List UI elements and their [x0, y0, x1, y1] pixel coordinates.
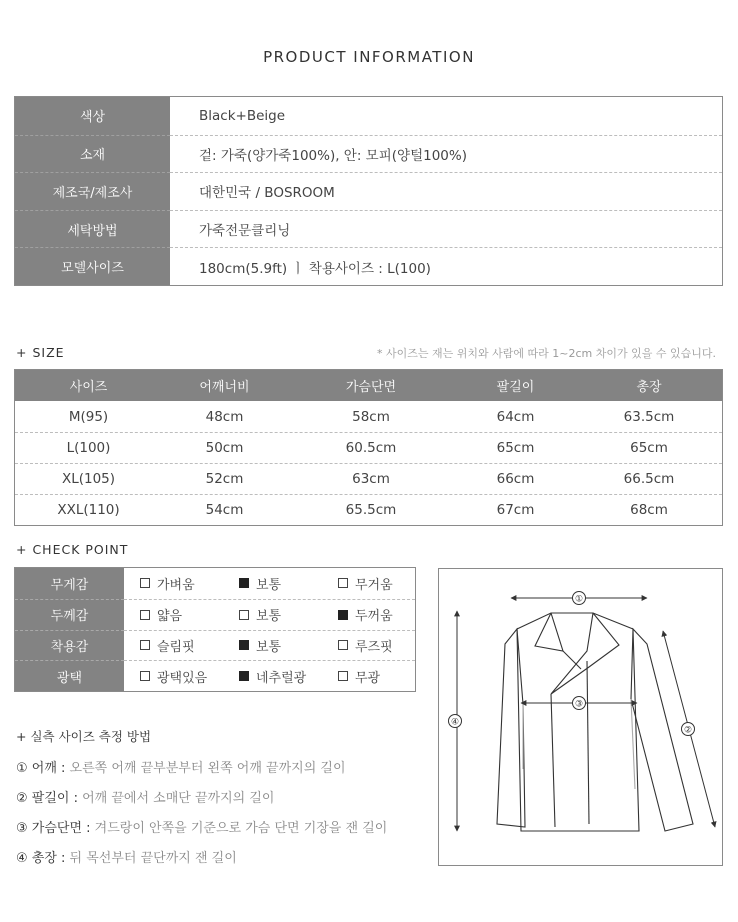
- size-cell: 65cm: [630, 440, 668, 456]
- check-option: [239, 636, 338, 655]
- checkbox-empty-icon: [140, 610, 150, 620]
- jacket-measurement-diagram: [438, 568, 723, 866]
- size-cell: 48cm: [205, 408, 244, 425]
- option-label: 두꺼움: [355, 609, 393, 625]
- check-option: [338, 605, 415, 624]
- size-cell: L(100): [66, 440, 111, 456]
- shoulder-label: ①: [574, 594, 584, 605]
- option-label: 루즈핏: [355, 639, 393, 655]
- option-label: 보통: [256, 577, 282, 593]
- size-table: [14, 369, 723, 526]
- check-option: [140, 636, 239, 655]
- check-option: [338, 574, 415, 593]
- size-cell: M(95): [68, 408, 109, 425]
- size-cell: 58cm: [352, 408, 390, 425]
- checkbox-empty-icon: [338, 640, 348, 650]
- check-label: 무게감: [15, 568, 124, 599]
- product-info-table: [14, 96, 723, 286]
- chest-label: ③: [574, 699, 584, 710]
- length-label: ④: [450, 717, 460, 728]
- check-option: [239, 667, 338, 686]
- option-label: 가벼움: [157, 577, 195, 593]
- measure-heading: + 실측 사이즈 측정 방법: [16, 729, 152, 744]
- size-cell: 67cm: [496, 502, 535, 518]
- size-cell: XXL(110): [57, 502, 120, 518]
- checkbox-empty-icon: [338, 671, 348, 681]
- size-cell: 50cm: [205, 440, 244, 456]
- measure-item: [16, 847, 237, 866]
- measure-term: ② 팔길이 :: [16, 791, 78, 806]
- jacket-outline: [497, 613, 693, 831]
- info-value: 180cm(5.9ft) ㅣ 착용사이즈 : L(100): [170, 247, 722, 285]
- check-option: [140, 667, 239, 686]
- size-cell: 52cm: [205, 471, 244, 487]
- size-col-header: 팔길이: [496, 380, 535, 395]
- size-cell: 64cm: [496, 408, 535, 425]
- info-value: 겉: 가죽(양가죽100%), 안: 모피(양털100%): [170, 135, 722, 173]
- measure-item: [16, 757, 346, 776]
- size-cell: 65cm: [496, 440, 535, 456]
- size-cell: 63cm: [352, 471, 390, 487]
- info-row: [15, 210, 722, 248]
- checkbox-empty-icon: [140, 671, 150, 681]
- size-cell: 65.5cm: [345, 502, 397, 518]
- measure-desc: 어깨 끝에서 소매단 끝까지의 길이: [77, 791, 275, 806]
- check-option: [338, 667, 415, 686]
- check-option: [140, 605, 239, 624]
- size-col-header: 어깨너비: [199, 380, 250, 395]
- info-label: 모델사이즈: [15, 247, 170, 285]
- check-option: [338, 636, 415, 655]
- size-col-header: 총장: [636, 380, 662, 395]
- checkbox-empty-icon: [239, 610, 249, 620]
- checkbox-empty-icon: [140, 640, 150, 650]
- checkbox-filled-icon: [239, 578, 249, 588]
- info-value: 대한민국 / BOSROOM: [170, 172, 722, 210]
- info-label: 세탁방법: [15, 210, 170, 248]
- info-value: Black+Beige: [199, 107, 286, 124]
- size-row: [15, 494, 722, 525]
- check-point-table: [14, 567, 416, 692]
- check-label: 두께감: [15, 599, 124, 630]
- check-label: 광택: [15, 660, 124, 691]
- option-label: 광택있음: [157, 670, 208, 686]
- size-cell: XL(105): [61, 471, 116, 487]
- option-label: 얇음: [157, 609, 183, 625]
- option-label: 네추럴광: [256, 670, 307, 686]
- checkbox-empty-icon: [140, 578, 150, 588]
- measure-desc: 뒤 목선부터 끝단까지 잰 길이: [65, 851, 237, 866]
- size-cell: 66.5cm: [623, 471, 675, 487]
- option-label: 무거움: [355, 577, 393, 593]
- checkbox-empty-icon: [338, 578, 348, 588]
- size-row: [15, 463, 722, 494]
- size-cell: 60.5cm: [345, 440, 397, 456]
- option-label: 슬림핏: [157, 639, 195, 655]
- checkbox-filled-icon: [338, 610, 348, 620]
- checkbox-filled-icon: [239, 671, 249, 681]
- info-label: 소재: [15, 135, 170, 173]
- measure-item: [16, 817, 387, 836]
- measure-term: ① 어깨 :: [16, 761, 66, 776]
- size-row: [15, 401, 722, 432]
- size-cell: 54cm: [205, 502, 244, 518]
- size-heading: + SIZE: [16, 345, 65, 360]
- sleeve-label: ②: [683, 725, 693, 736]
- check-option: [239, 574, 338, 593]
- option-label: 보통: [256, 639, 282, 655]
- size-cell: 63.5cm: [623, 408, 675, 425]
- measure-term: ④ 총장 :: [16, 851, 66, 866]
- jacket-illustration: [439, 569, 722, 865]
- info-row: [15, 172, 722, 210]
- size-note: * 사이즈는 재는 위치와 사람에 따라 1~2cm 차이가 있을 수 있습니다.: [377, 347, 716, 360]
- check-row: [15, 630, 415, 661]
- size-cell: 68cm: [630, 502, 668, 518]
- info-row: [15, 247, 722, 285]
- page-title: PRODUCT INFORMATION: [263, 48, 475, 66]
- check-row: [15, 660, 415, 691]
- measure-term: ③ 가슴단면 :: [16, 821, 91, 836]
- size-col-header: 가슴단면: [345, 380, 397, 395]
- size-col-header: 사이즈: [69, 380, 108, 395]
- size-cell: 66cm: [496, 471, 535, 487]
- size-row: [15, 432, 722, 463]
- check-option: [239, 605, 338, 624]
- info-label: 제조국/제조사: [15, 172, 170, 210]
- check-option: [140, 574, 239, 593]
- info-row: [15, 97, 722, 135]
- checkbox-filled-icon: [239, 640, 249, 650]
- info-value: 가죽전문클리닝: [170, 210, 722, 248]
- check-row: [15, 599, 415, 630]
- option-label: 무광: [355, 670, 381, 686]
- size-header-row: [15, 370, 722, 401]
- info-label: 색상: [15, 97, 170, 135]
- measure-desc: 오른쪽 어깨 끝부분부터 왼쪽 어깨 끝까지의 길이: [65, 761, 346, 776]
- option-label: 보통: [256, 609, 282, 625]
- measure-item: [16, 787, 274, 806]
- info-row: [15, 135, 722, 173]
- measure-desc: 겨드랑이 안쪽을 기준으로 가슴 단면 기장을 잰 길이: [90, 821, 388, 836]
- check-heading: + CHECK POINT: [16, 542, 129, 557]
- check-label: 착용감: [15, 630, 124, 661]
- check-row: [15, 568, 415, 599]
